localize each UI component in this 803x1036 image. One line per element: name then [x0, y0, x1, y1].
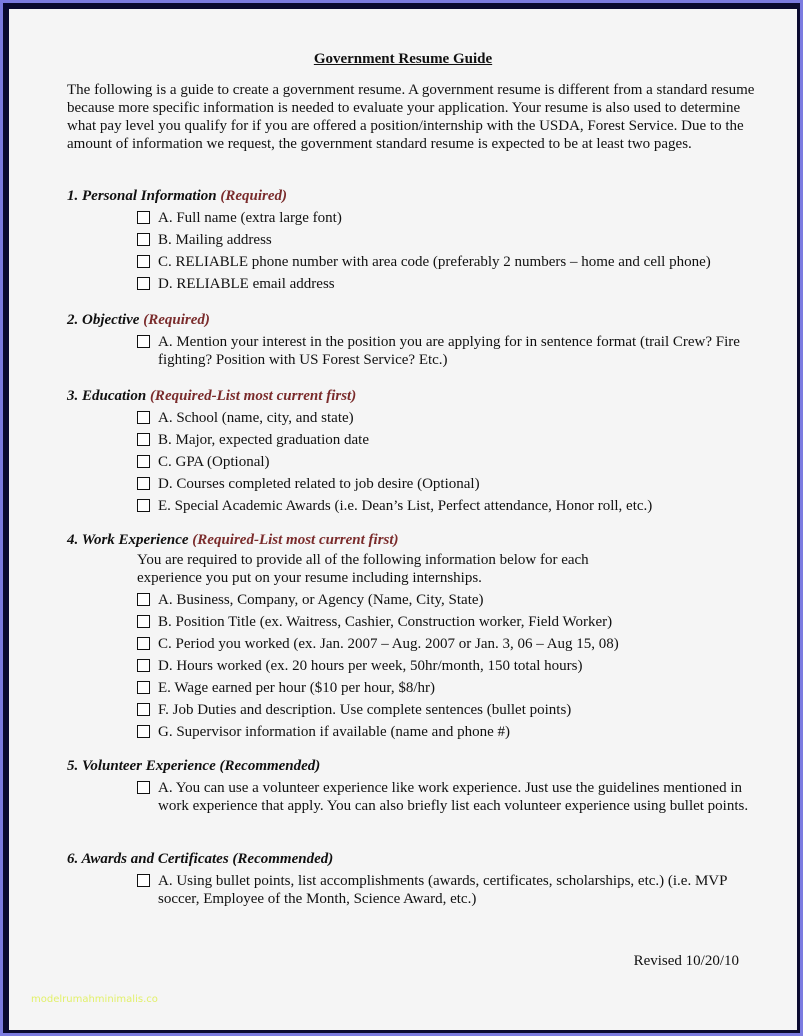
section-education — [67, 387, 767, 515]
document-page — [9, 9, 797, 1030]
intro-paragraph: The following is a guide to create a government resume. A government resume is different from a standard resume because more specific information is needed to evaluate your application. Your resume is also used to determine what pay level you qualify for if you are offered a position/internship with the USDA, Forest Service. Due to the amount of information we request, the government standard resume is expected to be at least two pages. — [67, 82, 755, 152]
watermark: modelrumahminimalis.co — [31, 994, 158, 1005]
section-heading: 5. Volunteer Experience (Recommended) — [67, 758, 321, 774]
checkbox-icon[interactable] — [137, 211, 150, 224]
checklist-item[interactable]: B. Position Title (ex. Waitress, Cashier, Construction worker, Field Worker) — [137, 613, 767, 631]
section-heading: 4. Work Experience — [67, 532, 189, 548]
checklist-item[interactable]: B. Major, expected graduation date — [137, 431, 767, 449]
required-tag: (Required-List most current first) — [149, 388, 357, 404]
checkbox-icon[interactable] — [137, 277, 150, 290]
checkbox-icon[interactable] — [137, 499, 150, 512]
checkbox-icon[interactable] — [137, 411, 150, 424]
checkbox-icon[interactable] — [137, 703, 150, 716]
checklist-item[interactable]: F. Job Duties and description. Use complete sentences (bullet points) — [137, 701, 767, 719]
checkbox-icon[interactable] — [137, 593, 150, 606]
checkbox-icon[interactable] — [137, 725, 150, 738]
section-volunteer-experience — [67, 757, 767, 815]
checkbox-icon[interactable] — [137, 233, 150, 246]
checklist-item[interactable]: A. Business, Company, or Agency (Name, City, State) — [137, 591, 767, 609]
checkbox-icon[interactable] — [137, 335, 150, 348]
checklist-item[interactable]: C. GPA (Optional) — [137, 453, 767, 471]
page-frame — [3, 3, 800, 1033]
section-work-experience — [67, 531, 767, 741]
checklist-item[interactable]: B. Mailing address — [137, 231, 767, 249]
checkbox-icon[interactable] — [137, 637, 150, 650]
revised-date: Revised 10/20/10 — [633, 953, 739, 969]
checklist-item[interactable]: C. RELIABLE phone number with area code (preferably 2 numbers – home and cell phone) — [137, 253, 767, 271]
required-tag: (Required-List most current first) — [192, 532, 399, 548]
checklist-item[interactable]: E. Special Academic Awards (i.e. Dean’s List, Perfect attendance, Honor roll, etc.) — [137, 497, 767, 515]
section-heading: 3. Education — [67, 388, 147, 404]
checklist-item[interactable]: C. Period you worked (ex. Jan. 2007 – Aug. 2007 or Jan. 3, 06 – Aug 15, 08) — [137, 635, 767, 653]
checkbox-icon[interactable] — [137, 681, 150, 694]
checklist-item[interactable]: D. Hours worked (ex. 20 hours per week, 50hr/month, 150 total hours) — [137, 657, 767, 675]
checklist-item[interactable]: A. You can use a volunteer experience like work experience. Just use the guidelines mentioned in work experience that apply. You can also briefly list each volunteer experience using bullet points. — [137, 779, 767, 815]
checkbox-icon[interactable] — [137, 433, 150, 446]
checkbox-icon[interactable] — [137, 477, 150, 490]
checklist-item[interactable]: A. School (name, city, and state) — [137, 409, 767, 427]
checkbox-icon[interactable] — [137, 874, 150, 887]
required-tag: (Required) — [220, 188, 288, 204]
checkbox-icon[interactable] — [137, 455, 150, 468]
checklist-item[interactable]: A. Using bullet points, list accomplishments (awards, certificates, scholarships, etc.) (i.e. MVP soccer, Employee of the Month, Science Award, etc.) — [137, 872, 767, 908]
section-heading: 2. Objective — [67, 312, 140, 328]
checklist-item[interactable]: E. Wage earned per hour ($10 per hour, $8/hr) — [137, 679, 767, 697]
checkbox-icon[interactable] — [137, 781, 150, 794]
checklist-item[interactable]: G. Supervisor information if available (name and phone #) — [137, 723, 767, 741]
section-awards-certificates — [67, 850, 767, 908]
checkbox-icon[interactable] — [137, 659, 150, 672]
section-note: You are required to provide all of the following information below for each experience you put on your resume including internships. — [137, 552, 589, 586]
required-tag: (Required) — [143, 312, 210, 328]
checklist-item[interactable]: A. Full name (extra large font) — [137, 209, 767, 227]
checklist-item[interactable]: D. Courses completed related to job desire (Optional) — [137, 475, 767, 493]
section-heading: 1. Personal Information — [67, 188, 217, 204]
checkbox-icon[interactable] — [137, 615, 150, 628]
section-objective — [67, 311, 767, 369]
checklist-item[interactable]: A. Mention your interest in the position you are applying for in sentence format (trail Crew? Fire fighting? Position with US Forest Service? Etc.) — [137, 333, 767, 369]
section-personal-information — [67, 187, 767, 293]
section-heading: 6. Awards and Certificates (Recommended) — [67, 851, 334, 867]
checklist-item[interactable]: D. RELIABLE email address — [137, 275, 767, 293]
page-title: Government Resume Guide — [313, 51, 493, 67]
checkbox-icon[interactable] — [137, 255, 150, 268]
